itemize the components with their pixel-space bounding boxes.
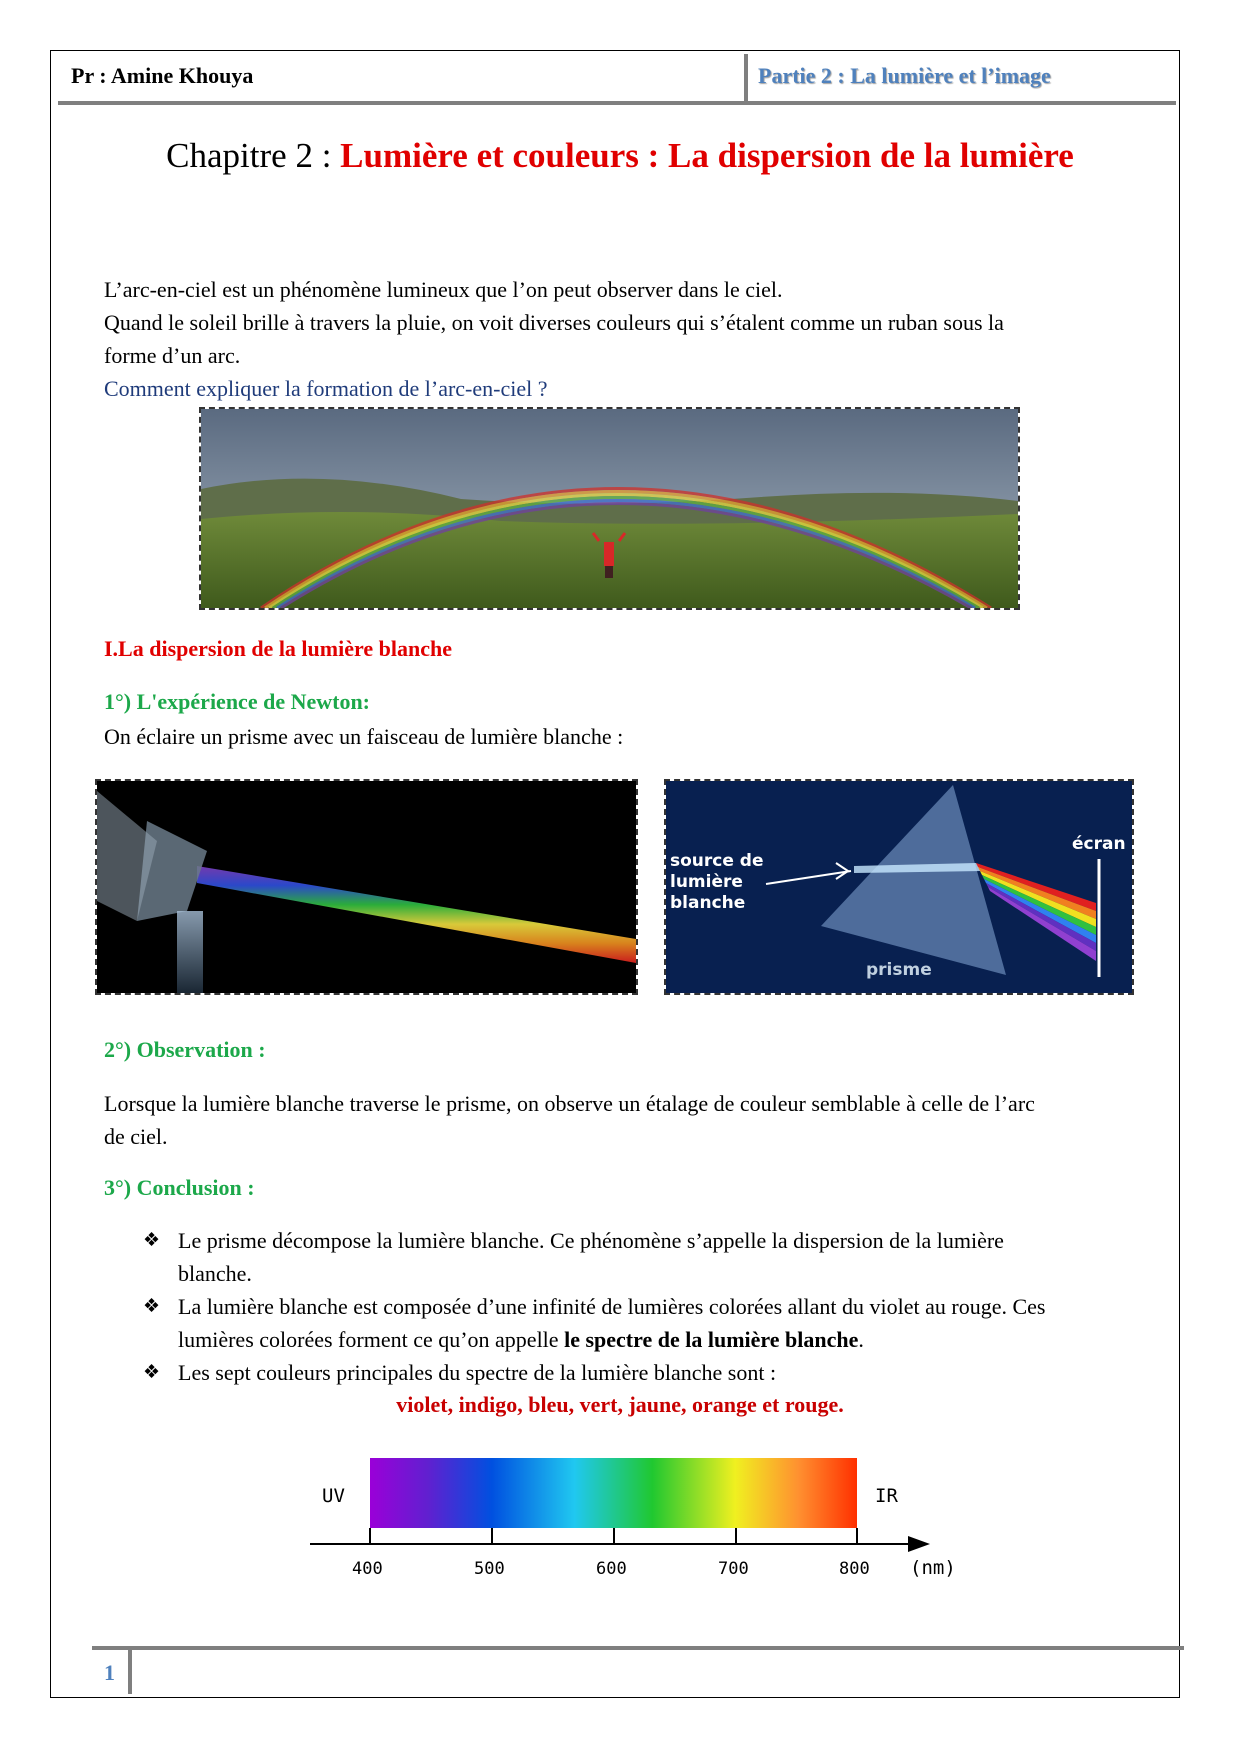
unit-label: (nm) (910, 1557, 956, 1579)
tick-400: 400 (352, 1559, 383, 1579)
spectrum-band (370, 1458, 857, 1528)
seven-colors: violet, indigo, bleu, vert, jaune, orange et rouge. (396, 1392, 844, 1417)
bullet-3-line: Les sept couleurs principales du spectre de la lumière blanche sont : (178, 1360, 777, 1385)
chapter-title (0, 136, 1240, 176)
bullet-2-line-2 (178, 1323, 864, 1356)
source-label-2: lumière (670, 872, 743, 892)
tick-500: 500 (474, 1559, 505, 1579)
observation-title: 2°) Observation : (104, 1037, 266, 1062)
chapter-main-title: Lumière et couleurs : La dispersion de la lumière (340, 136, 1074, 175)
bullet-diamond-icon: ❖ (143, 1296, 161, 1317)
observation-line-2: de ciel. (104, 1124, 168, 1149)
prism-diagram (664, 779, 1134, 995)
experience-text: On éclaire un prisme avec un faisceau de lumière blanche : (104, 724, 624, 749)
bullet-2-line-1: La lumière blanche est composée d’une infinité de lumières colorées allant du violet au rouge. Ces (178, 1294, 1046, 1319)
bullet-diamond-icon: ❖ (143, 1230, 161, 1251)
footer-separator (128, 1650, 132, 1694)
spectrum-term: le spectre de la lumière blanche (564, 1327, 859, 1352)
prism-diagram-svg (666, 781, 1132, 993)
page-number: 1 (104, 1660, 115, 1685)
bullet-2-text: lumières colorées forment ce qu’on appelle (178, 1327, 565, 1352)
rainbow-landscape-image (201, 409, 1018, 608)
chapter-prefix: Chapitre 2 : (166, 136, 341, 175)
tick-800: 800 (839, 1559, 870, 1579)
screen-label: écran (1072, 834, 1126, 854)
bullet-diamond-icon: ❖ (143, 1362, 161, 1383)
prism-photo (95, 779, 638, 995)
author: Pr : Amine Khouya (71, 63, 254, 88)
ir-label: IR (875, 1485, 898, 1507)
bullet-2-end: . (858, 1327, 864, 1352)
tick-600: 600 (596, 1559, 627, 1579)
uv-label: UV (322, 1485, 345, 1507)
visible-spectrum-diagram (300, 1450, 980, 1600)
bullet-1-line-1: Le prisme décompose la lumière blanche. Ce phénomène s’appelle la dispersion de la lumière (178, 1228, 1004, 1253)
intro-question: Comment expliquer la formation de l’arc-en-ciel ? (104, 376, 548, 401)
section-title: I.La dispersion de la lumière blanche (104, 636, 452, 661)
observation-line-1: Lorsque la lumière blanche traverse le prisme, on observe un étalage de couleur semblable à celle de l’arc (104, 1091, 1035, 1116)
bullet-1-line-2: blanche. (178, 1261, 252, 1286)
intro-line-3: forme d’un arc. (104, 343, 241, 368)
part-title: Partie 2 : La lumière et l’image (758, 63, 1051, 88)
intro-line-2: Quand le soleil brille à travers la pluie, on voit diverses couleurs qui s’étalent comme un ruban sous la (104, 310, 1004, 335)
conclusion-title: 3°) Conclusion : (104, 1175, 255, 1200)
tick-700: 700 (718, 1559, 749, 1579)
source-label-1: source de (670, 851, 764, 871)
experience-title: 1°) L'expérience de Newton: (104, 689, 371, 714)
source-label-3: blanche (670, 893, 746, 913)
rainbow-photo (199, 407, 1020, 610)
footer-rule (92, 1646, 1184, 1650)
prism-light-image (97, 781, 636, 993)
header-rule (58, 101, 1176, 105)
axis-arrow-icon (908, 1536, 930, 1552)
header-separator (744, 54, 748, 102)
intro-line-1: L’arc-en-ciel est un phénomène lumineux que l’on peut observer dans le ciel. (104, 277, 783, 302)
prism-label: prisme (866, 960, 932, 980)
